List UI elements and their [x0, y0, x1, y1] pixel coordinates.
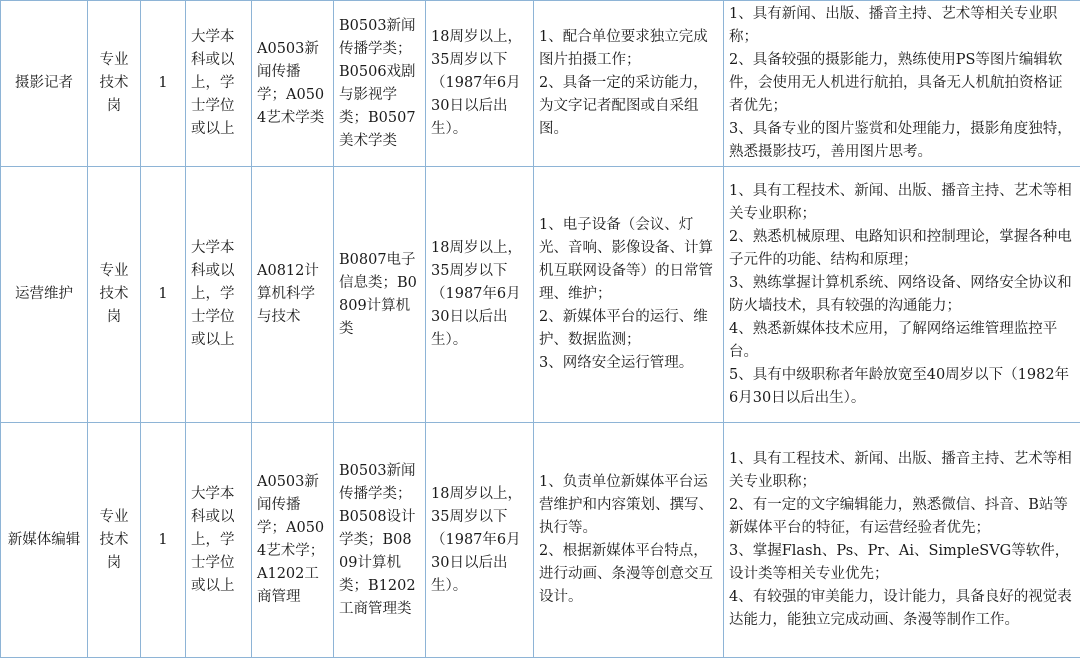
age-requirement: 18周岁以上，35周岁以下（1987年6月30日以后出生）。: [426, 167, 534, 423]
requirement-item: 4、熟悉新媒体技术应用，了解网络运维管理监控平台。: [729, 318, 1075, 364]
position-category: 专业技术岗: [88, 167, 141, 423]
age-requirement: 18周岁以上，35周岁以下（1987年6月30日以后出生）。: [426, 423, 534, 658]
requirement-item: 2、具备较强的摄影能力，熟练使用PS等图片编辑软件，会使用无人机进行航拍，具备无人机航拍资格证者优先；: [729, 49, 1075, 118]
duty-item: 2、根据新媒体平台特点，进行动画、条漫等创意交互设计。: [539, 540, 718, 609]
major-other: B0503新闻传播学类；B0506戏剧与影视学类；B0507美术学类: [334, 1, 426, 167]
duty-item: 2、具备一定的采访能力，为文字记者配图或自采组图。: [539, 72, 718, 141]
job-requirements: [724, 423, 1080, 658]
requirement-item: 2、熟悉机械原理、电路知识和控制理论，掌握各种电子元件的功能、结构和原理；: [729, 226, 1075, 272]
major-undergrad: A0503新闻传播学；A0504艺术学类: [252, 1, 334, 167]
job-requirements: [724, 167, 1080, 423]
hiring-count: 1: [141, 167, 186, 423]
requirement-item: 5、具有中级职称者年龄放宽至40周岁以下（1982年6月30日以后出生）。: [729, 364, 1075, 410]
requirement-item: 3、具备专业的图片鉴赏和处理能力，摄影角度独特，熟悉摄影技巧，善用图片思考。: [729, 118, 1075, 164]
position-name: 新媒体编辑: [1, 423, 88, 658]
hiring-count: 1: [141, 1, 186, 167]
hiring-count: 1: [141, 423, 186, 658]
job-requirements: [724, 1, 1080, 167]
requirement-item: 3、掌握Flash、Ps、Pr、Ai、SimpleSVG等软件，设计类等相关专业优先；: [729, 540, 1075, 586]
table-row: [1, 423, 1080, 658]
job-duties: [534, 423, 724, 658]
position-category: 专业技术岗: [88, 423, 141, 658]
requirement-item: 4、有较强的审美能力，设计能力，具备良好的视觉表达能力，能独立完成动画、条漫等制作工作。: [729, 586, 1075, 632]
duty-item: 2、新媒体平台的运行、维护、数据监测；: [539, 306, 718, 352]
requirement-item: 1、具有新闻、出版、播音主持、艺术等相关专业职称；: [729, 3, 1075, 49]
requirement-item: 2、有一定的文字编辑能力，熟悉微信、抖音、B站等新媒体平台的特征，有运营经验者优先；: [729, 494, 1075, 540]
duty-item: 1、电子设备（会议、灯光、音响、影像设备、计算机互联网设备等）的日常管理、维护；: [539, 214, 718, 306]
job-duties: [534, 167, 724, 423]
duty-item: 3、网络安全运行管理。: [539, 352, 718, 375]
major-other: B0503新闻传播学类；B0508设计学类；B0809计算机类；B1202工商管理类: [334, 423, 426, 658]
position-name: 运营维护: [1, 167, 88, 423]
duty-item: 1、负责单位新媒体平台运营维护和内容策划、撰写、执行等。: [539, 471, 718, 540]
position-category: 专业技术岗: [88, 1, 141, 167]
table-row: [1, 1, 1080, 167]
duty-item: 1、配合单位要求独立完成图片拍摄工作；: [539, 26, 718, 72]
requirement-item: 1、具有工程技术、新闻、出版、播音主持、艺术等相关专业职称；: [729, 448, 1075, 494]
education-requirement: 大学本科或以上，学士学位或以上: [186, 423, 252, 658]
requirement-item: 1、具有工程技术、新闻、出版、播音主持、艺术等相关专业职称；: [729, 180, 1075, 226]
education-requirement: 大学本科或以上，学士学位或以上: [186, 167, 252, 423]
major-undergrad: A0503新闻传播学；A0504艺术学；A1202工商管理: [252, 423, 334, 658]
major-undergrad: A0812计算机科学与技术: [252, 167, 334, 423]
education-requirement: 大学本科或以上，学士学位或以上: [186, 1, 252, 167]
requirement-item: 3、熟练掌握计算机系统、网络设备、网络安全协议和防火墙技术，具有较强的沟通能力；: [729, 272, 1075, 318]
job-duties: [534, 1, 724, 167]
age-requirement: 18周岁以上，35周岁以下（1987年6月30日以后出生）。: [426, 1, 534, 167]
major-other: B0807电子信息类；B0809计算机类: [334, 167, 426, 423]
table-row: [1, 167, 1080, 423]
position-name: 摄影记者: [1, 1, 88, 167]
